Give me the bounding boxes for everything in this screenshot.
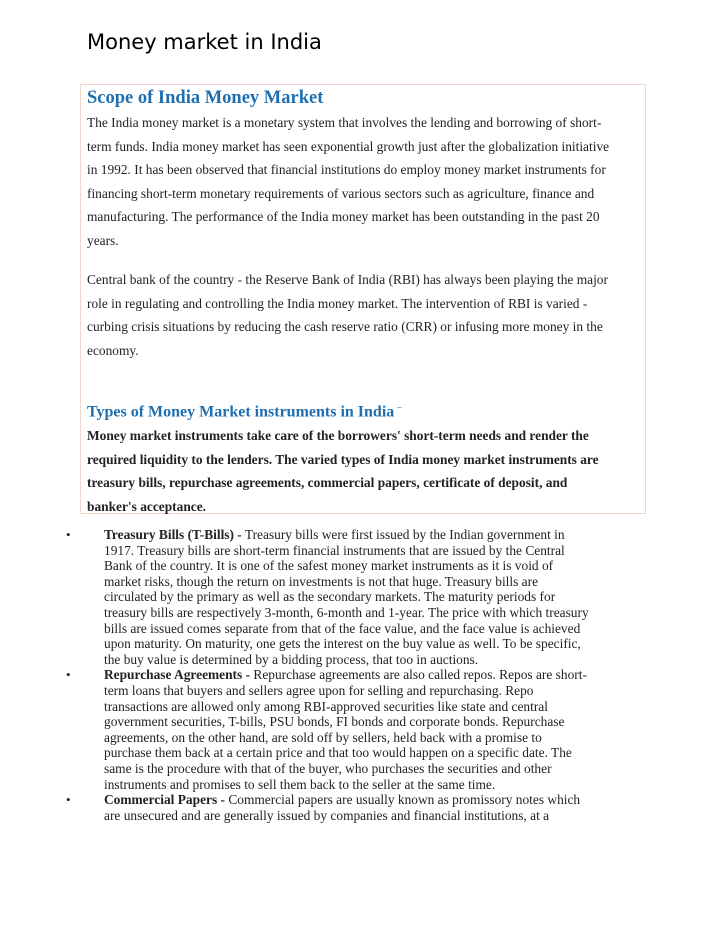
list-item-first-line (104, 792, 666, 808)
list-item-term: Commercial Papers - (104, 792, 225, 808)
text-line: financing short-term monetary requirements of various sectors such as agriculture, finance and (87, 185, 595, 201)
scope-paragraph-1 (87, 111, 609, 252)
list-item-first-line (104, 667, 666, 683)
types-heading (87, 402, 402, 421)
text-line: are unsecured and are generally issued by companies and financial institutions, at a (104, 807, 550, 823)
text-line: curbing crisis situations by reducing the cash reserve ratio (CRR) or infusing more money in the (87, 319, 603, 334)
text-line: same is the procedure with that of the buyer, who purchases the securities and other (104, 760, 552, 776)
text-line: term funds. India money market has seen exponential growth just after the globalization initiative (87, 138, 610, 154)
text-line: banker's acceptance. (87, 498, 207, 514)
list-item-text: Repurchase agreements are also called repos. Repos are short- (250, 667, 587, 683)
bullet-icon: • (66, 527, 71, 542)
instrument-list (66, 527, 666, 823)
text-line: role in regulating and controlling the India money market. The intervention of RBI is varied - (87, 295, 588, 311)
text-line: Bank of the country. It is one of the safest money market instruments as it is void of (104, 558, 554, 574)
text-line: the buy value is determined by a bidding process, that too in auctions. (104, 651, 479, 667)
text-line: Money market instruments take care of the borrowers' short-term needs and render the (87, 428, 589, 443)
page-title: Money market in India (87, 30, 322, 54)
types-heading-mark: – (397, 402, 402, 412)
text-line: upon maturity. On maturity, one gets the interest on the buy value as well. To be specific, (104, 636, 581, 652)
text-line: Central bank of the country - the Reserve Bank of India (RBI) has always been playing the major (87, 272, 608, 287)
list-item-first-line (104, 527, 666, 543)
text-line: circulated by the primary as well as the secondary markets. The maturity periods for (104, 589, 556, 605)
list-item-commercial-papers (66, 792, 666, 823)
bullet-icon: • (66, 792, 71, 808)
text-line: market risks, though the return on investments is not that huge. Treasury bills are (104, 573, 539, 589)
list-item-treasury-bills (66, 527, 666, 667)
text-line: purchase them back at a certain price and that too would happen on a specific date. The (104, 745, 572, 761)
types-intro (87, 424, 599, 518)
text-line: years. (87, 232, 119, 248)
text-line: manufacturing. The performance of the India money market has been outstanding in the past 20 (87, 209, 600, 224)
text-line: term loans that buyers and sellers agree upon for selling and repurchasing. Repo (104, 682, 534, 698)
text-line: 1917. Treasury bills are short-term financial instruments that are issued by the Central (104, 542, 565, 558)
text-line: government securities, T-bills, PSU bonds, FI bonds and corporate bonds. Repurchase (104, 714, 565, 730)
text-line: economy. (87, 342, 139, 358)
scope-heading: Scope of India Money Market (87, 88, 324, 108)
list-item-term: Repurchase Agreements - (104, 667, 251, 683)
text-line: transactions are allowed only among RBI-approved securities like state and central (104, 698, 548, 714)
text-line: The India money market is a monetary system that involves the lending and borrowing of short- (87, 115, 602, 130)
bullet-icon: • (66, 667, 71, 683)
text-line: treasury bills, repurchase agreements, commercial papers, certificate of deposit, and (87, 475, 568, 490)
types-heading-text: Types of Money Market instruments in India (87, 403, 395, 421)
list-item-text: Commercial papers are usually known as promissory notes which (224, 792, 581, 808)
text-line: agreements, on the other hand, are sold off by sellers, held back with a promise to (104, 729, 542, 745)
text-line: bills are issued comes separate from that of the face value, and the face value is achieved (104, 620, 581, 636)
list-item-term: Treasury Bills (T-Bills) - (104, 527, 242, 542)
text-line: treasury bills are respectively 3-month, 6-month and 1-year. The price with which treasury (104, 604, 589, 620)
text-line: required liquidity to the lenders. The varied types of India money market instruments are (87, 451, 599, 467)
list-item-text: Treasury bills were first issued by the Indian government in (241, 527, 565, 542)
text-line: in 1992. It has been observed that financial institutions do employ money market instruments for (87, 162, 606, 177)
scope-paragraph-2 (87, 268, 608, 362)
text-line: instruments and promises to sell them back to the seller at the same time. (104, 776, 496, 792)
list-item-repurchase-agreements (66, 667, 666, 792)
